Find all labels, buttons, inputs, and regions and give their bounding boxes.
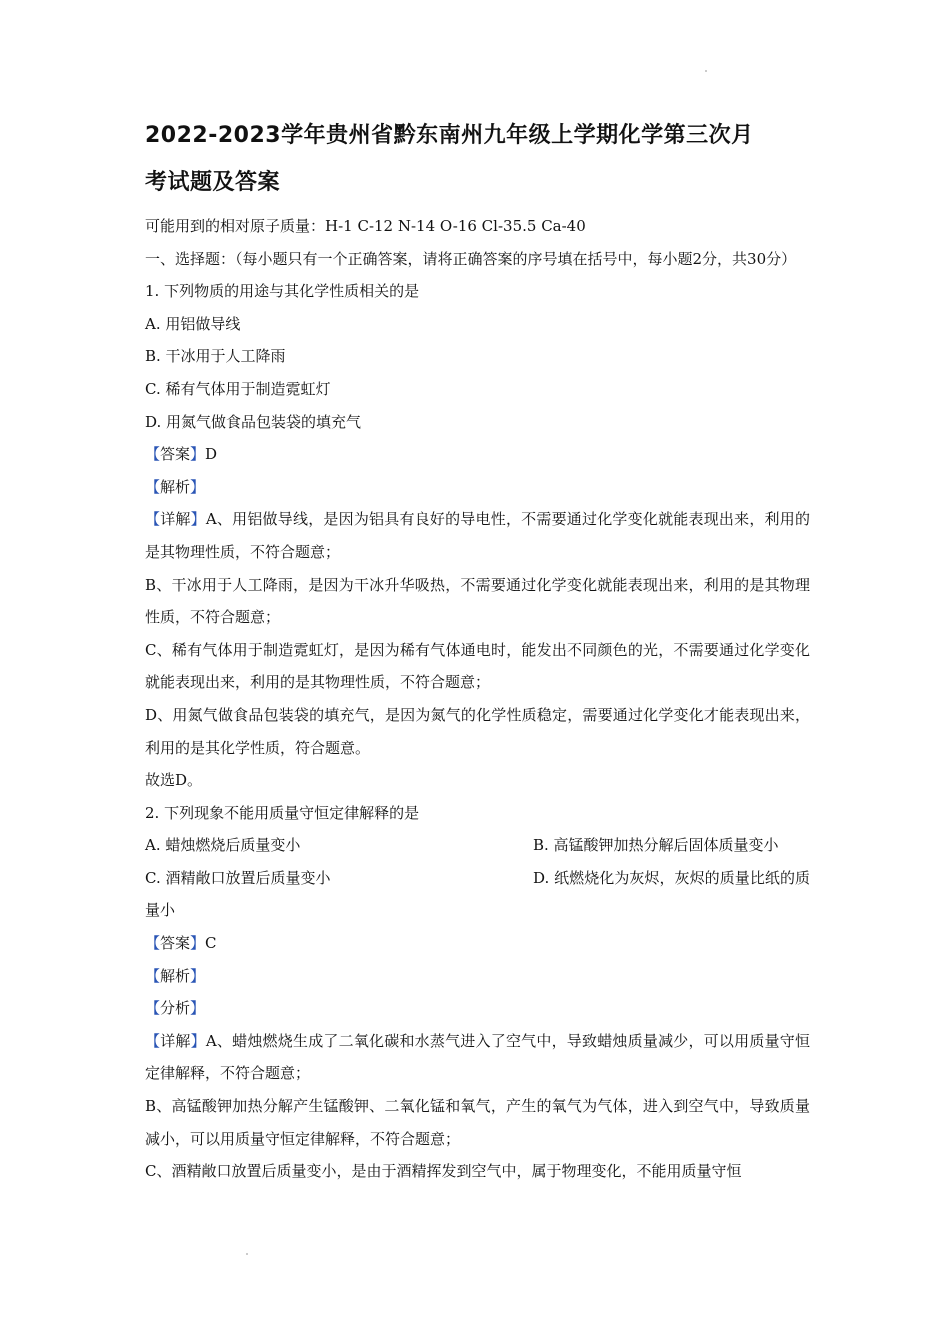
q2-options-row-2 <box>145 862 810 927</box>
q1-detail-c: C、稀有气体用于制造霓虹灯，是因为稀有气体通电时，能发出不同颜色的光，不需要通过化学变化就能表现出来，利用的是其物理性质，不符合题意； <box>145 640 810 692</box>
section-heading: 一、选择题：（每小题只有一个正确答案，请将正确答案的序号填在括号中，每小题2分，共30分） <box>145 249 797 268</box>
q1-option-b: B. 干冰用于人工降雨 <box>145 347 286 366</box>
title-line-2: 考试题及答案 <box>145 170 281 195</box>
q2-option-a: A. 蜡烛燃烧后质量变小 <box>145 836 301 855</box>
document-title <box>145 112 810 206</box>
q1-option-c: C. 稀有气体用于制造霓虹灯 <box>145 379 331 398</box>
q1-option-a: A. 用铝做导线 <box>145 314 241 333</box>
q2-options-row-1 <box>145 829 810 862</box>
q1-answer: 【答案】D <box>145 445 218 464</box>
q2-option-d: D. 纸燃烧化为灰烬，灰烬的质量比纸的质量小 <box>145 868 810 920</box>
scan-speck <box>246 1253 248 1255</box>
q2-detail-c: C、酒精敞口放置后质量变小，是由于酒精挥发到空气中，属于物理变化，不能用质量守恒 <box>145 1162 742 1181</box>
q2-answer: 【答案】C <box>145 934 217 953</box>
atomic-masses: 可能用到的相对原子质量：H-1 C-12 N-14 O-16 Cl-35.5 Ca-40 <box>145 217 586 235</box>
scan-speck <box>705 70 707 72</box>
q2-analysis-heading: 【解析】 <box>145 966 206 985</box>
q1-answer-value: D <box>205 445 218 464</box>
q1-stem: 1. 下列物质的用途与其化学性质相关的是 <box>145 282 420 301</box>
q2-detail-a: 【详解】A、蜡烛燃烧生成了二氧化碳和水蒸气进入了空气中，导致蜡烛质量减少，可以用质量守恒定律解释，不符合题意； <box>145 1031 810 1083</box>
q1-detail-b: B、干冰用于人工降雨，是因为干冰升华吸热，不需要通过化学变化就能表现出来，利用的是其物理性质，不符合题意； <box>145 575 810 627</box>
q2-outline-heading: 【分析】 <box>145 999 206 1018</box>
q1-analysis-heading: 【解析】 <box>145 477 206 496</box>
q2-answer-value: C <box>205 934 217 953</box>
document-body <box>145 112 810 1188</box>
q1-option-d: D. 用氮气做食品包装袋的填充气 <box>145 412 362 431</box>
title-line-1: 2022-2023学年贵州省黔东南州九年级上学期化学第三次月 <box>145 123 754 148</box>
q1-detail-d: D、用氮气做食品包装袋的填充气，是因为氮气的化学性质稳定，需要通过化学变化才能表现出来，利用的是其化学性质，符合题意。 <box>145 705 810 757</box>
q2-option-b: B. 高锰酸钾加热分解后固体质量变小 <box>533 836 779 855</box>
q1-conclusion: 故选D。 <box>145 771 203 790</box>
q2-detail-b: B、高锰酸钾加热分解产生锰酸钾、二氧化锰和氧气，产生的氧气为气体，进入到空气中，导致质量减小，可以用质量守恒定律解释，不符合题意； <box>145 1097 810 1148</box>
q2-option-c: C. 酒精敞口放置后质量变小 <box>145 868 331 887</box>
q2-stem: 2. 下列现象不能用质量守恒定律解释的是 <box>145 803 420 822</box>
q1-detail-a: 【详解】A、用铝做导线，是因为铝具有良好的导电性，不需要通过化学变化就能表现出来，利用的是其物理性质，不符合题意； <box>145 510 810 561</box>
